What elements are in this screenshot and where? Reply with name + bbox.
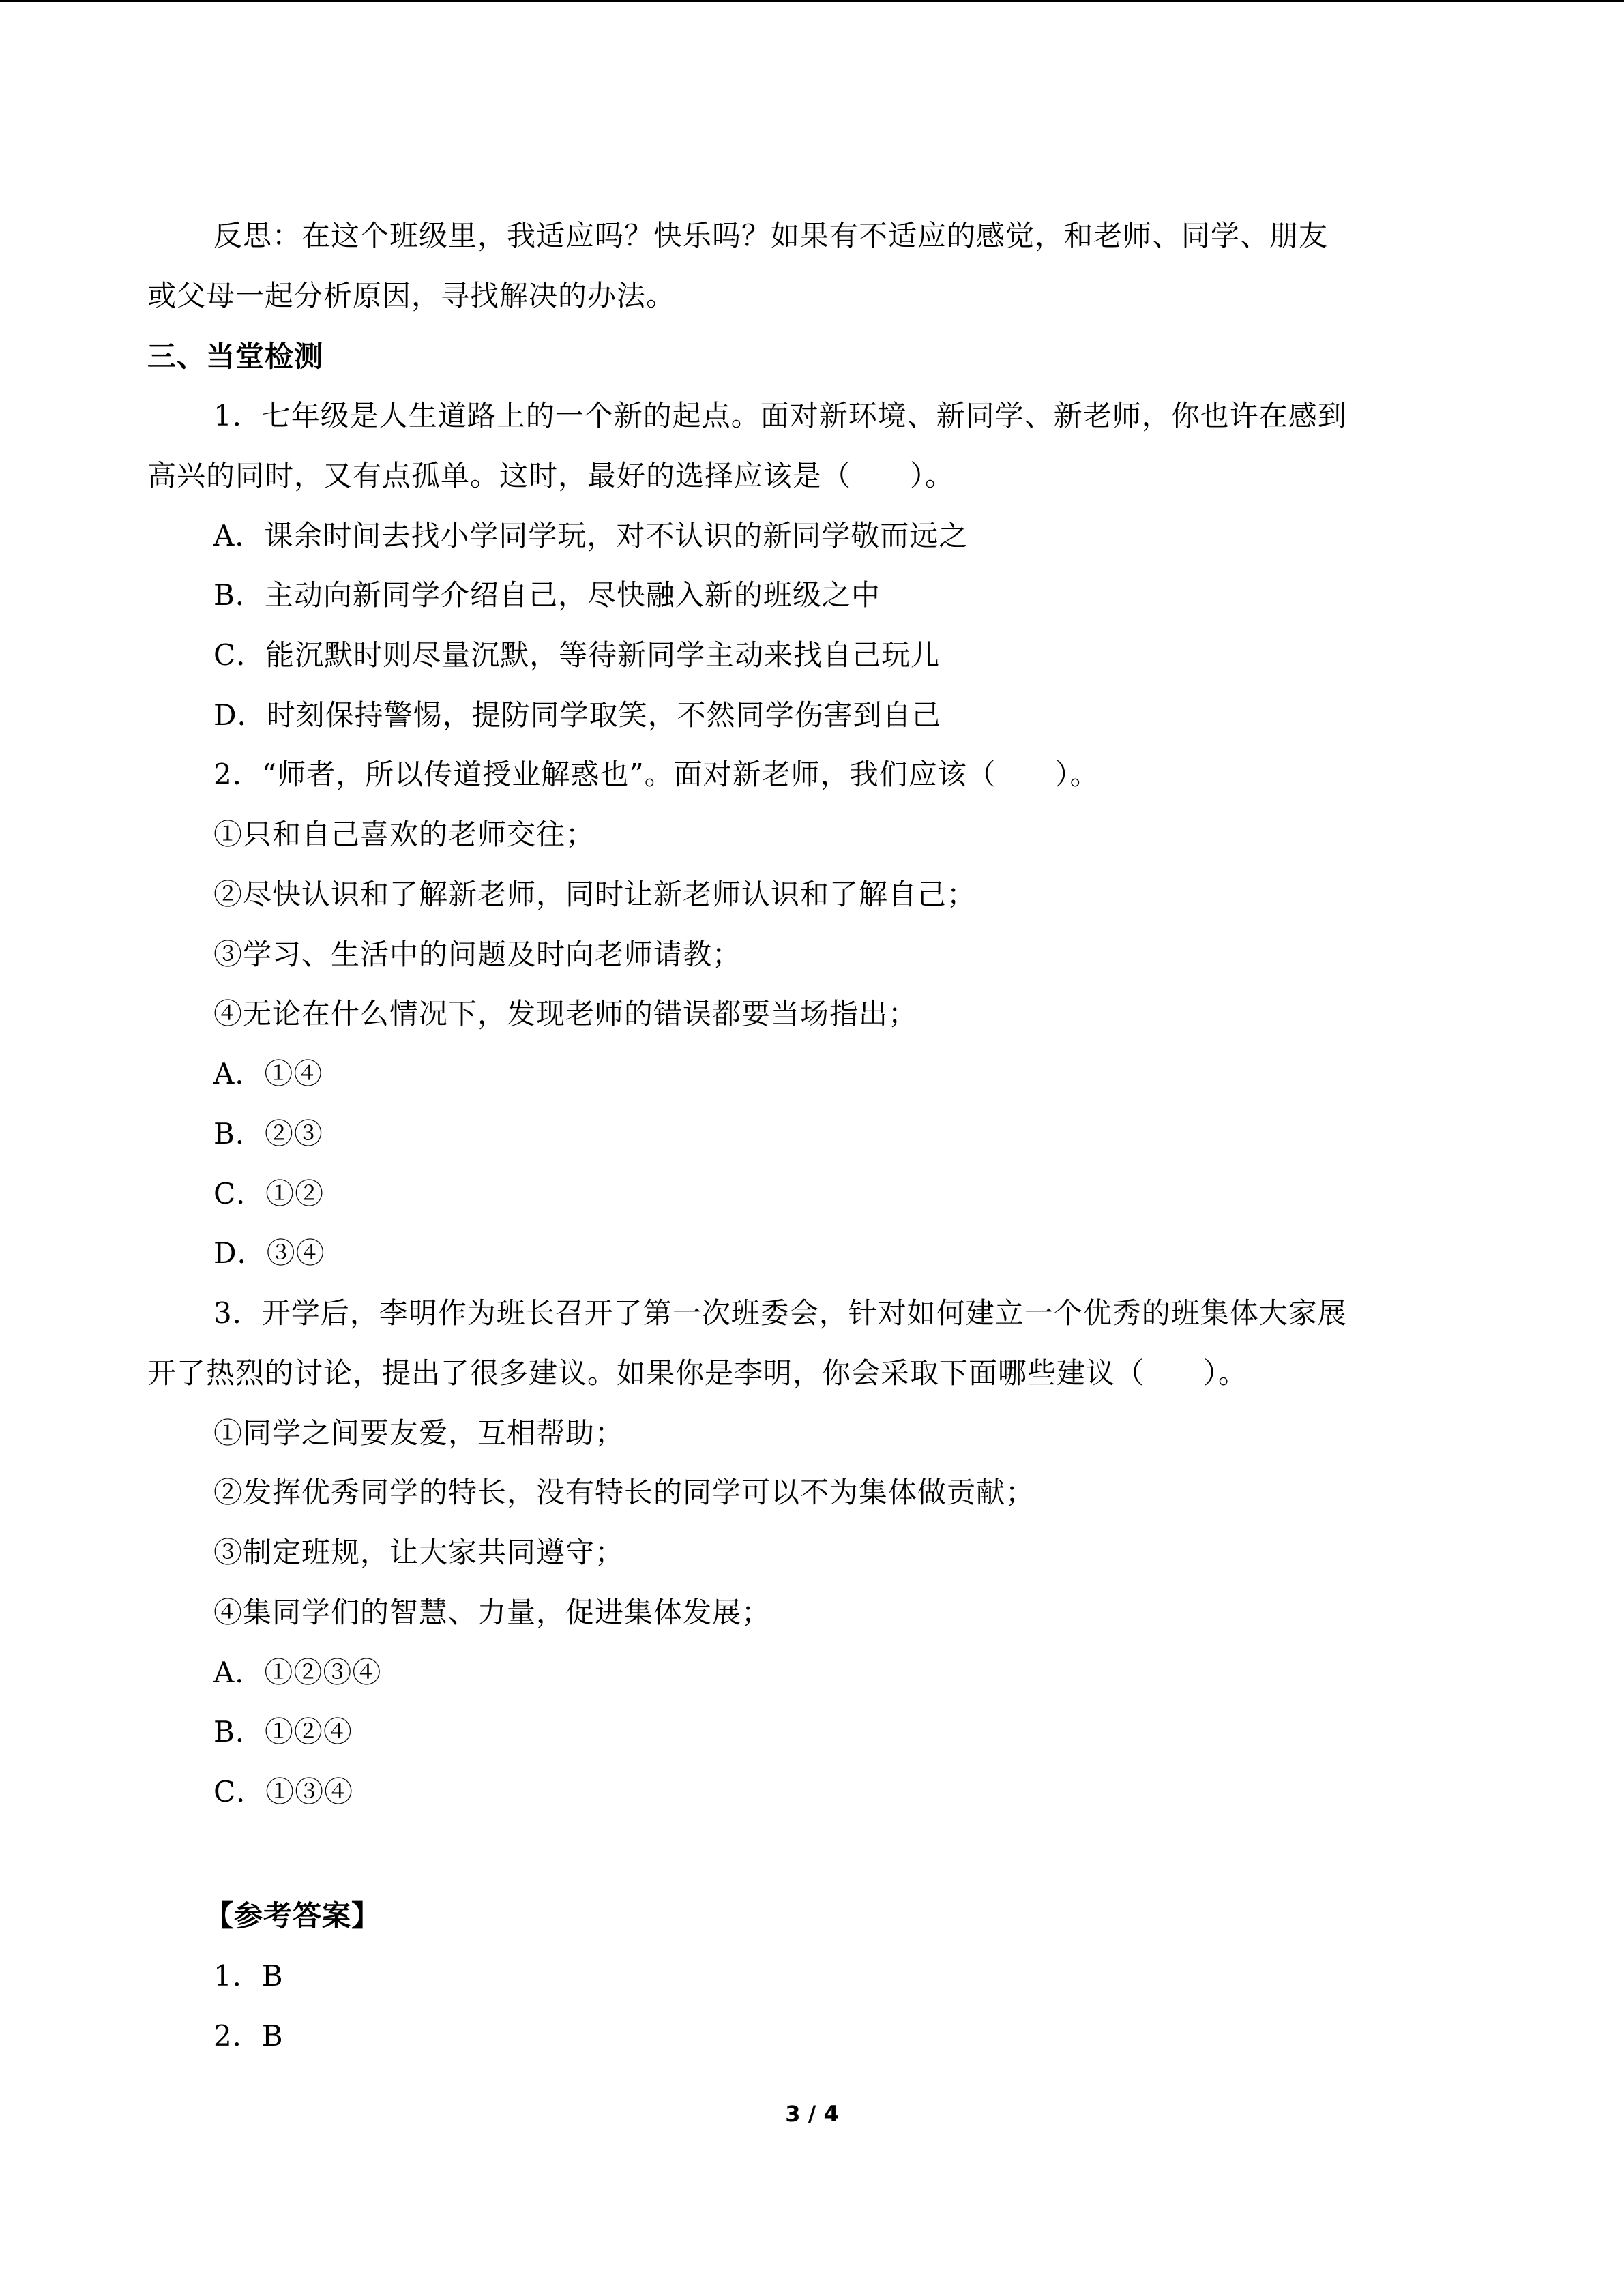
q1-option-c: C．能沉默时则尽量沉默，等待新同学主动来找自己玩儿: [213, 638, 941, 672]
q3-statement-4: ④集同学们的智慧、力量，促进集体发展；: [213, 1596, 771, 1629]
q2-statement-4: ④无论在什么情况下，发现老师的错误都要当场指出；: [213, 997, 918, 1030]
q1-option-d: D．时刻保持警惕，提防同学取笑，不然同学伤害到自己: [213, 698, 941, 732]
answer-2: 2．B: [213, 2019, 284, 2053]
q2-option-d: D．③④: [213, 1236, 325, 1270]
top-border-rule: [0, 0, 1624, 2]
answer-1: 1．B: [213, 1959, 284, 1993]
q3-option-a: A．①②③④: [213, 1656, 382, 1689]
q2-stem: 2．“师者，所以传道授业解惑也”。面对新老师，我们应该（ ）。: [213, 758, 1099, 791]
q1-option-b: B．主动向新同学介绍自己，尽快融入新的班级之中: [213, 578, 881, 612]
q1-option-a: A．课余时间去找小学同学玩，对不认识的新同学敬而远之: [213, 519, 969, 552]
q2-option-a: A．①④: [213, 1057, 323, 1090]
answers-title: 【参考答案】: [205, 1899, 381, 1933]
q2-statement-1: ①只和自己喜欢的老师交往；: [213, 818, 595, 851]
q2-option-b: B．②③: [213, 1117, 323, 1150]
q3-statement-2: ②发挥优秀同学的特长，没有特长的同学可以不为集体做贡献；: [213, 1476, 1035, 1509]
q2-statement-3: ③学习、生活中的问题及时向老师请教；: [213, 938, 742, 971]
q2-option-c: C．①②: [213, 1177, 325, 1210]
q3-option-c: C．①③④: [213, 1775, 354, 1808]
reflection-line-2: 或父母一起分析原因，寻找解决的办法。: [147, 279, 676, 312]
q2-statement-2: ②尽快认识和了解新老师，同时让新老师认识和了解自己；: [213, 878, 977, 911]
q3-stem-line-1: 3．开学后，李明作为班长召开了第一次班委会，针对如何建立一个优秀的班集体大家展: [213, 1296, 1347, 1330]
reflection-line-1: 反思：在这个班级里，我适应吗？快乐吗？如果有不适应的感觉，和老师、同学、朋友: [213, 219, 1329, 252]
q3-option-b: B．①②④: [213, 1715, 353, 1748]
q3-statement-3: ③制定班规，让大家共同遵守；: [213, 1536, 625, 1569]
section-title: 三、当堂检测: [147, 340, 324, 373]
q3-stem-line-2: 开了热烈的讨论，提出了很多建议。如果你是李明，你会采取下面哪些建议（ ）。: [147, 1356, 1248, 1390]
page-number: 3 / 4: [785, 2101, 839, 2127]
q3-statement-1: ①同学之间要友爱，互相帮助；: [213, 1416, 625, 1450]
q1-stem-line-1: 1．七年级是人生道路上的一个新的起点。面对新环境、新同学、新老师，你也许在感到: [213, 399, 1347, 432]
q1-stem-line-2: 高兴的同时，又有点孤单。这时，最好的选择应该是（ ）。: [147, 459, 955, 492]
